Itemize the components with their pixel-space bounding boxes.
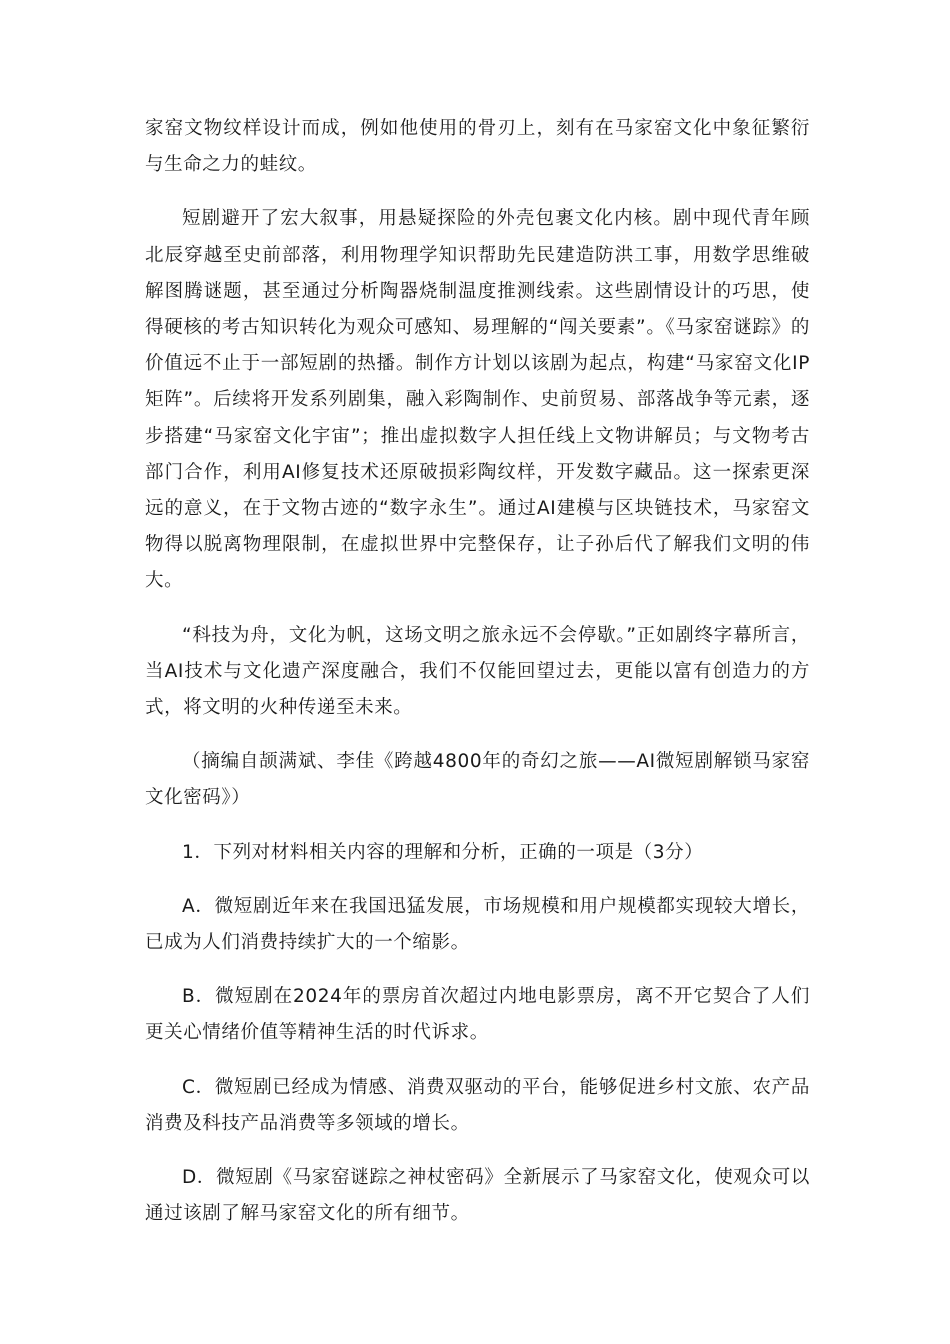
article-source: （摘编自颉满斌、李佳《跨越4800年的奇幻之旅——AI微短剧解锁马家窑文化密码》）	[145, 751, 810, 809]
option-d: D．微短剧《马家窑谜踪之神杖密码》全新展示了马家窑文化，使观众可以通过该剧了解马家窑文化的所有细节。	[145, 1167, 810, 1225]
document-page	[145, 111, 810, 1250]
article-continuation: 家窑文物纹样设计而成，例如他使用的骨刃上，刻有在马家窑文化中象征繁衍与生命之力的蛙纹。	[145, 118, 810, 176]
article-paragraph-1: 短剧避开了宏大叙事，用悬疑探险的外壳包裹文化内核。剧中现代青年顾北辰穿越至史前部落，利用物理学知识帮助先民建造防洪工事，用数学思维破解图腾谜题，甚至通过分析陶器烧制温度推测线索。这些剧情设计的巧思，使得硬核的考古知识转化为观众可感知、易理解的“闯关要素”。《马家窑谜踪》的价值远不止于一部短剧的热播。制作方计划以该剧为起点，构建“马家窑文化IP矩阵”。后续将开发系列剧集，融入彩陶制作、史前贸易、部落战争等元素，逐步搭建“马家窑文化宇宙”；推出虚拟数字人担任线上文物讲解员；与文物考古部门合作，利用AI修复技术还原破损彩陶纹样，开发数字藏品。这一探索更深远的意义，在于文物古迹的“数字永生”。通过AI建模与区块链技术，马家窑文物得以脱离物理限制，在虚拟世界中完整保存，让子孙后代了解我们文明的伟大。	[145, 208, 810, 592]
option-c: C．微短剧已经成为情感、消费双驱动的平台，能够促进乡村文旅、农产品消费及科技产品消费等多领域的增长。	[145, 1076, 810, 1134]
question-stem: 1．下列对材料相关内容的理解和分析，正确的一项是（3分）	[182, 841, 704, 863]
article-paragraph-2: “科技为舟，文化为帆，这场文明之旅永远不会停歇。”正如剧终字幕所言，当AI技术与文化遗产深度融合，我们不仅能回望过去，更能以富有创造力的方式，将文明的火种传递至未来。	[145, 624, 810, 719]
option-a: A．微短剧近年来在我国迅猛发展，市场规模和用户规模都实现较大增长，已成为人们消费持续扩大的一个缩影。	[145, 895, 810, 954]
option-b: B．微短剧在2024年的票房首次超过内地电影票房，离不开它契合了人们更关心情绪价值等精神生活的时代诉求。	[145, 986, 810, 1044]
